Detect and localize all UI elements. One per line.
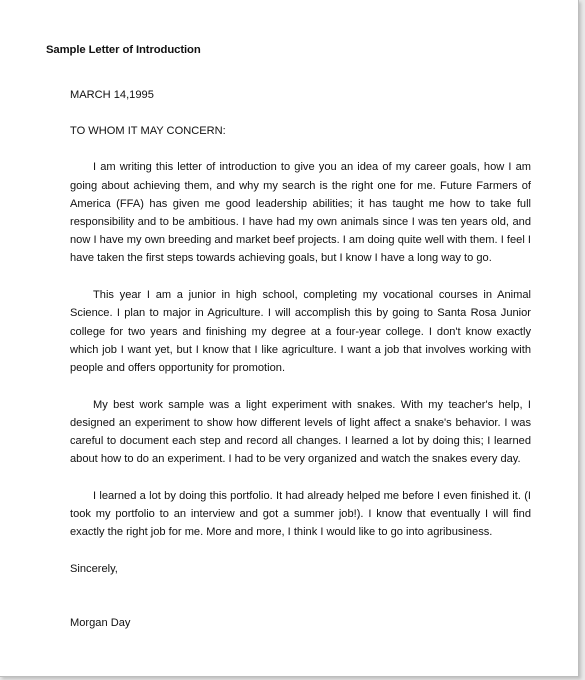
- letter-paragraph: I am writing this letter of introduction to give you an idea of my career goals, how I am going about achieving them, and why my search is the right one for me. Future Farmers of America (FFA) has given me good leadership abilities; it has taught me how to take full responsibility and to be ambitious. I have had my own animals since I was ten years old, and now I have my own breeding and market beef projects. I am doing quite well with them. I feel I have taken the first steps towards achieving goals, but I know I have a long way to go.: [70, 161, 531, 265]
- letter-salutation: TO WHOM IT MAY CONCERN:: [70, 125, 226, 138]
- letter-date: MARCH 14,1995: [70, 89, 154, 101]
- letter-paragraph: My best work sample was a light experiment with snakes. With my teacher's help, I designed an experiment to show how different levels of light affect a snake's behavior. I was careful to document each step and record all changes. I learned a lot by doing this; I learned about how to do an experiment. I had to be very organized and watch the snakes every day.: [70, 398, 531, 466]
- letter-closing: Sincerely,: [70, 563, 118, 576]
- letter-paragraph: I learned a lot by doing this portfolio. It had already helped me before I even finished it. (I took my portfolio to an interview and got a summer job!). I know that eventually I will find exactly the right job for me. More and more, I think I would like to go into agribusiness.: [70, 489, 531, 539]
- document-title: Sample Letter of Introduction: [46, 44, 201, 56]
- letter-signer: Morgan Day: [70, 617, 131, 630]
- letter-body: [70, 86, 531, 632]
- letter-paragraph: This year I am a junior in high school, completing my vocational courses in Animal Science. I plan to major in Agriculture. I will accomplish this by going to Santa Rosa Junior college for two years and finishing my degree at a four-year college. I don't know exactly which job I want yet, but I know that I like agriculture. I want a job that involves working with people and offers opportunity for promotion.: [70, 289, 531, 374]
